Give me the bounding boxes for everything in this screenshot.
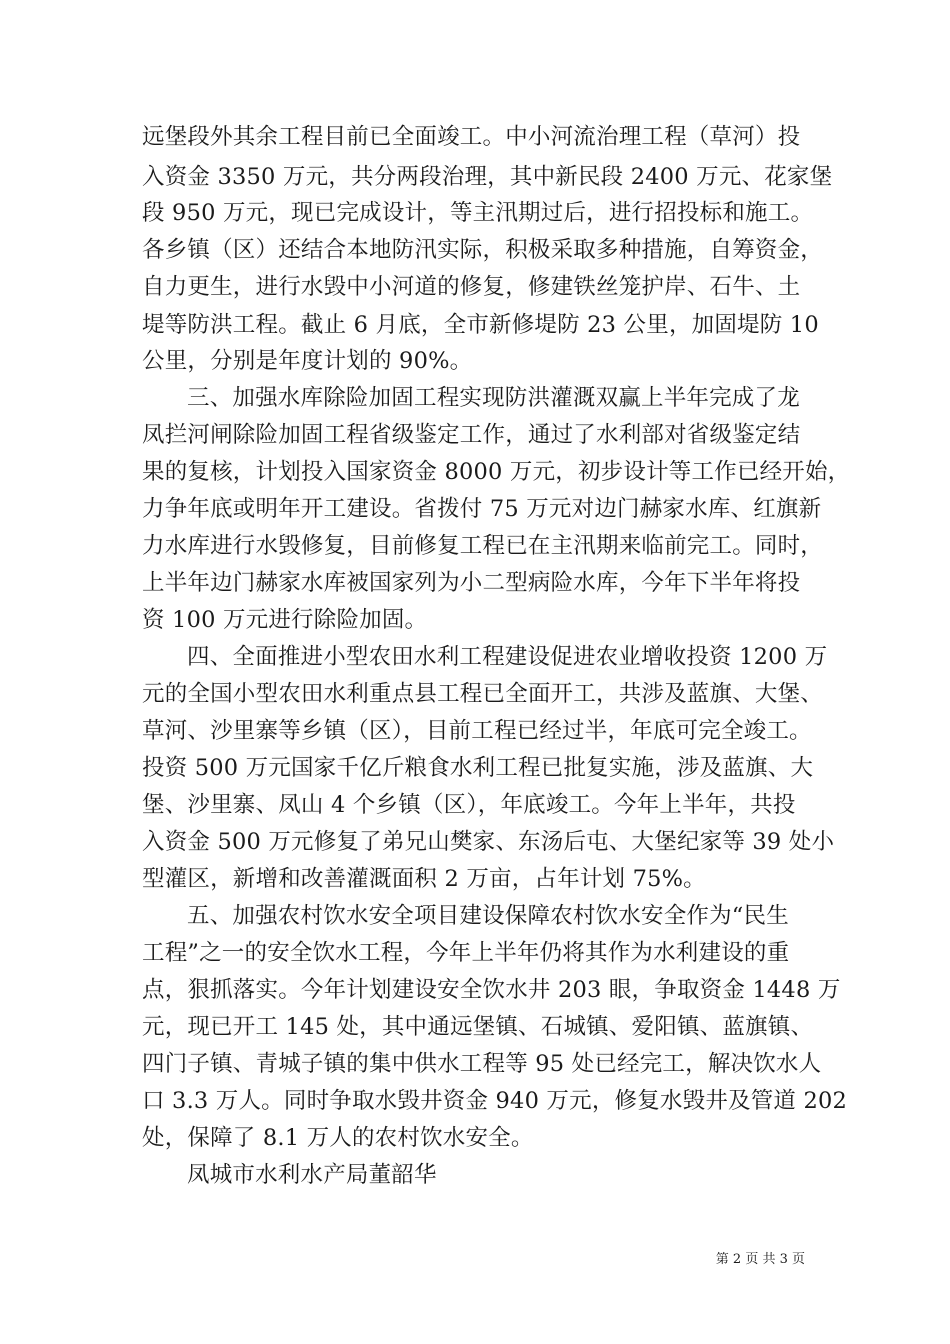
section-heading-paragraph: 四、全面推进小型农田水利工程建设促进农业增收投资 1200 万 <box>187 644 828 670</box>
text-line: 堡、沙里寨、凤山 4 个乡镇（区），年底竣工。今年上半年，共投 <box>142 792 796 818</box>
text-line: 堤等防洪工程。截止 6 月底，全市新修堤防 23 公里，加固堤防 10 <box>142 312 819 338</box>
text-line: 口 3.3 万人。同时争取水毁井资金 940 万元，修复水毁井及管道 202 <box>142 1088 848 1114</box>
text-line: 草河、沙里寨等乡镇（区），目前工程已经过半，年底可完全竣工。 <box>142 718 812 744</box>
text-line: 自力更生，进行水毁中小河道的修复，修建铁丝笼护岸、石牛、土 <box>142 274 801 300</box>
text-line: 投资 500 万元国家千亿斤粮食水利工程已批复实施，涉及蓝旗、大 <box>142 755 814 781</box>
text-line: 凤拦河闸除险加固工程省级鉴定工作，通过了水利部对省级鉴定结 <box>142 422 801 448</box>
text-line: 元的全国小型农田水利重点县工程已全面开工，共涉及蓝旗、大堡、 <box>142 681 824 707</box>
page-number: 第 2 页 共 3 页 <box>715 1252 805 1267</box>
text-line: 力水库进行水毁修复，目前修复工程已在主汛期来临前完工。同时， <box>142 533 824 559</box>
text-line: 元，现已开工 145 处，其中通远堡镇、石城镇、爱阳镇、蓝旗镇、 <box>142 1014 814 1040</box>
section-heading-paragraph: 五、加强农村饮水安全项目建设保障农村饮水安全作为“民生 <box>187 903 789 929</box>
text-line: 入资金 3350 万元，共分两段治理，其中新民段 2400 万元、花家堡 <box>142 164 833 190</box>
text-line: 公里，分别是年度计划的 90%。 <box>142 348 473 374</box>
text-line: 入资金 500 万元修复了弟兄山樊家、东汤后屯、大堡纪家等 39 处小 <box>142 829 835 855</box>
text-line: 段 950 万元，现已完成设计，等主汛期过后，进行招投标和施工。 <box>142 200 814 226</box>
text-line: 远堡段外其余工程目前已全面竣工。中小河流治理工程（草河）投 <box>142 124 801 150</box>
text-line: 处，保障了 8.1 万人的农村饮水安全。 <box>142 1125 534 1151</box>
text-line: 四门子镇、青城子镇的集中供水工程等 95 处已经完工，解决饮水人 <box>142 1051 822 1077</box>
text-line: 点，狠抓落实。今年计划建设安全饮水井 203 眼，争取资金 1448 万 <box>142 977 841 1003</box>
text-line: 资 100 万元进行除险加固。 <box>142 607 428 633</box>
text-line: 工程”之一的安全饮水工程，今年上半年仍将其作为水利建设的重 <box>142 940 790 966</box>
text-line: 果的复核，计划投入国家资金 8000 万元，初步设计等工作已经开始， <box>142 459 851 485</box>
text-line: 力争年底或明年开工建设。省拨付 75 万元对边门赫家水库、红旗新 <box>142 496 822 522</box>
text-line: 各乡镇（区）还结合本地防汛实际，积极采取多种措施，自筹资金， <box>142 237 824 263</box>
text-line: 型灌区，新增和改善灌溉面积 2 万亩，占年计划 75%。 <box>142 866 706 892</box>
author-signature: 凤城市水利水产局董韶华 <box>187 1162 437 1188</box>
text-line: 上半年边门赫家水库被国家列为小二型病险水库，今年下半年将投 <box>142 570 801 596</box>
section-heading-paragraph: 三、加强水库除险加固工程实现防洪灌溉双赢上半年完成了龙 <box>187 385 800 411</box>
